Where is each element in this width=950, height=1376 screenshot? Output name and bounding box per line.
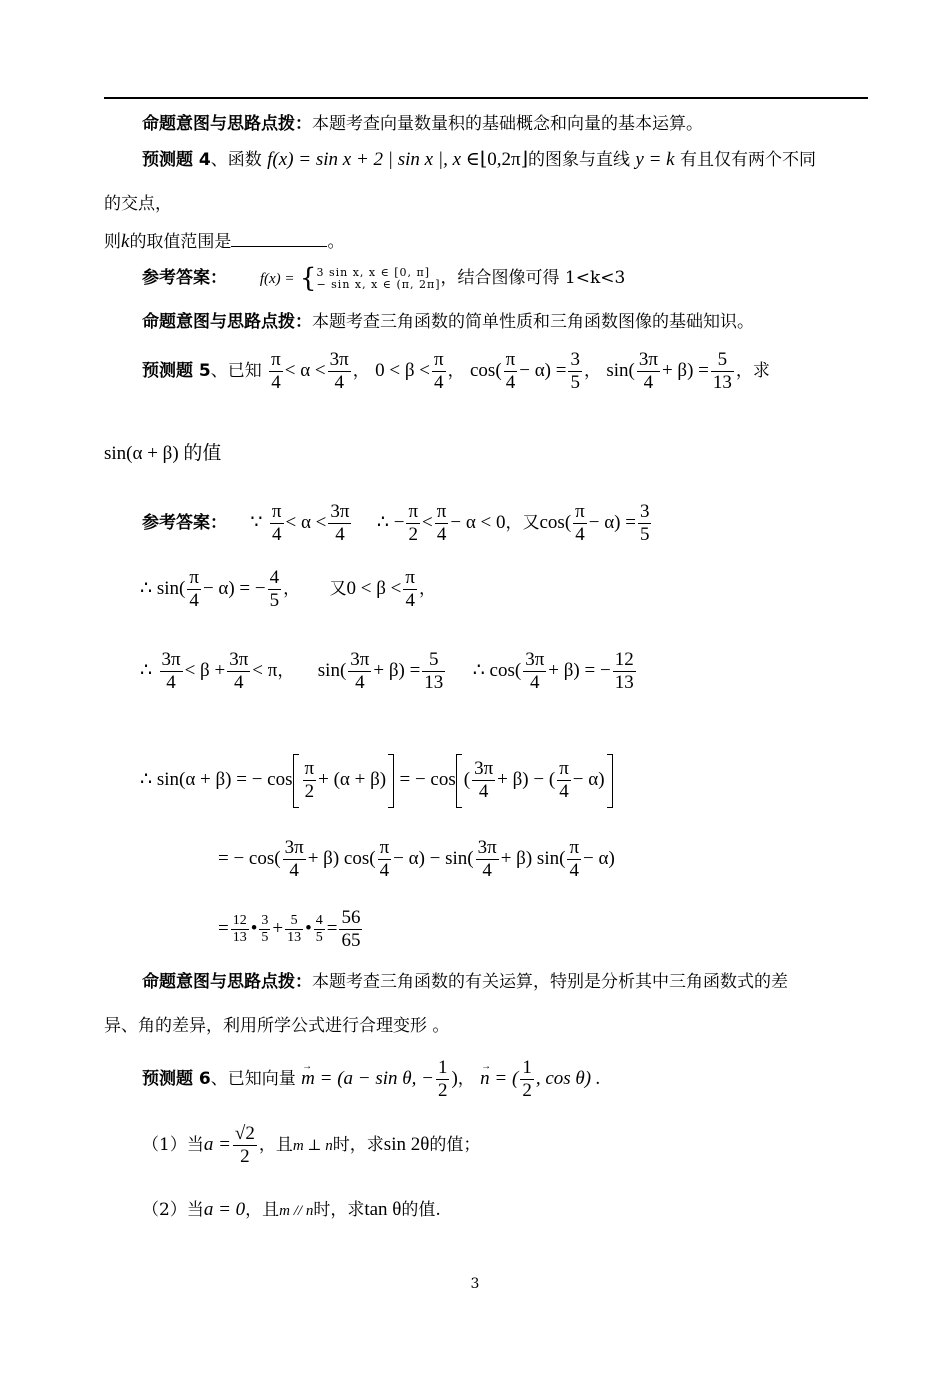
- frac: $\frac{3\pi}{4}$: [330, 501, 350, 545]
- q1-condition: a =: [203, 1134, 231, 1155]
- intent-4: [142, 310, 868, 334]
- problem-6-q1: [142, 1120, 868, 1170]
- answer-5-line4: ∴ sin(α + β) = − cos $\frac{\pi}{2}$ + (α + β) = − cos ( $\frac{3\pi}{4}$ + β) − ( $\frac{\pi}{4}$ − α): [140, 752, 868, 808]
- piecewise-case-2: − sin x, x ∈ (π, 2π]: [316, 277, 441, 291]
- frac: $\frac{5}{13}$: [424, 649, 444, 693]
- q2-expression: tan θ: [364, 1199, 402, 1220]
- answer-5-line6: = $\frac{12}{13}$ • $\frac{3}{5}$ + $\frac{5}{13}$ • $\frac{4}{5}$ = $\frac{56}{65}$: [218, 907, 361, 951]
- frac: $\frac{3}{5}$: [639, 501, 650, 545]
- frac: $\frac{\pi}{2}$: [408, 501, 419, 545]
- line3-prefix: 则: [104, 232, 121, 252]
- vector-m-expr: = (a − sin θ, −: [314, 1068, 434, 1089]
- line3-end: 。: [327, 232, 345, 252]
- problem-6-label: 预测题 6: [142, 1069, 211, 1089]
- frac: $\frac{3\pi}{4}$: [329, 349, 349, 393]
- frac: $\frac{\pi}{4}$: [189, 567, 199, 611]
- frac: $\frac{12}{13}$: [614, 649, 634, 693]
- problem-5-label: 预测题 5: [142, 361, 211, 381]
- frac: $\frac{3\pi}{4}$: [474, 758, 494, 802]
- frac: $\frac{3}{5}$: [570, 349, 580, 393]
- q1-and: ，且: [258, 1135, 293, 1155]
- piecewise-cases: [316, 267, 440, 291]
- frac: $\frac{1}{2}$: [522, 1057, 532, 1101]
- answer-blank: [231, 230, 327, 247]
- answer-5-line2: ∴ sin( $\frac{\pi}{4}$ − α) = − $\frac{4}{5}$ ， 又0 < β < $\frac{\pi}{4}$ ，: [140, 567, 436, 611]
- frac: $\frac{\pi}{4}$: [559, 758, 569, 802]
- q2-and: ，且: [245, 1200, 280, 1220]
- problem-4-line: y = k: [635, 149, 675, 170]
- interval-left-bracket: ⌊: [479, 149, 488, 170]
- answer-5-line1: 参考答案： ∵ $\frac{\pi}{4}$ < α < $\frac{3\pi}{4}$ ∴ − $\frac{\pi}{2}$ < $\frac{\pi}{4}$ − α < 0，又cos( $\frac{\pi}{4}$ − α) = $\frac{3}{5}$: [142, 501, 650, 545]
- problem-4-line2: 的交点，: [104, 194, 172, 214]
- problem-5-value-line: [104, 442, 868, 466]
- problem-6-q2: [142, 1198, 868, 1223]
- intent-3-text: 本题考查向量数量积的基础概念和向量的基本运算。: [312, 114, 703, 134]
- answer-5-line3: ∴ $\frac{3\pi}{4}$ < β + $\frac{3\pi}{4}$ < π， sin( $\frac{3\pi}{4}$ + β) = $\frac{5}{13}$ ∴ cos( $\frac{3\pi}{4}$ + β) = − $\frac{12}{13}$: [140, 649, 634, 693]
- frac: $\frac{\pi}{4}$: [434, 349, 444, 393]
- answer-label: 参考答案：: [142, 268, 227, 288]
- problem-4-sep: 、函数: [210, 150, 262, 170]
- q1-ask: 时，求: [332, 1135, 384, 1155]
- problem-4-text-end: 有且仅有两个不同: [680, 150, 817, 170]
- problem-5-sep: 、已知: [210, 361, 262, 381]
- variable-k: k: [121, 231, 130, 252]
- frac: $\frac{3\pi}{4}$: [350, 649, 370, 693]
- frac: $\frac{3\pi}{4}$: [638, 349, 658, 393]
- answer-5-line5: = − cos( $\frac{3\pi}{4}$ + β) cos( $\frac{\pi}{4}$ − α) − sin( $\frac{3\pi}{4}$ + β) sin( $\frac{\pi}{4}$ − α): [218, 837, 615, 881]
- frac: $\frac{4}{5}$: [315, 913, 323, 945]
- frac: $\frac{\pi}{4}$: [271, 501, 282, 545]
- problem-4-line3: [104, 230, 868, 254]
- intent-label: 命题意图与思路点拨：: [142, 114, 312, 134]
- frac: $\frac{\pi}{4}$: [575, 501, 585, 545]
- frac: $\frac{\pi}{4}$: [405, 567, 415, 611]
- problem-6: 预测题 6、已知向量 → m = (a − sin θ, − $\frac{1}{2}$ )， → n = ( $\frac{1}{2}$ , cos θ) .: [142, 1054, 868, 1104]
- intent-label: 命题意图与思路点拨：: [142, 972, 312, 992]
- frac: $\frac{\pi}{2}$: [304, 758, 315, 802]
- right-bracket: [607, 754, 613, 808]
- q1-expression: sin 2θ: [383, 1134, 430, 1155]
- frac: $\frac{3\pi}{4}$: [284, 837, 304, 881]
- sin-alpha-beta: sin(α + β) 的值: [104, 443, 222, 464]
- frac: $\frac{3\pi}{4}$: [229, 649, 249, 693]
- frac: $\frac{\pi}{4}$: [436, 501, 447, 545]
- answer-4-text: ，结合图像可得 1<k<3: [440, 268, 626, 288]
- piecewise-brace: {: [299, 263, 317, 294]
- frac: $\frac{3\pi}{4}$: [477, 837, 497, 881]
- vector-n-end: , cos θ) .: [535, 1068, 601, 1089]
- frac: $\frac{1}{2}$: [437, 1057, 448, 1101]
- right-bracket: [388, 754, 394, 808]
- q2-parallel: m // n: [279, 1203, 314, 1219]
- left-bracket: [293, 754, 299, 808]
- vector-n: → n: [480, 1054, 490, 1104]
- intent-5: [142, 970, 868, 994]
- frac: $\frac{3\pi}{4}$: [161, 649, 181, 693]
- q1-prefix: （1）当: [142, 1135, 204, 1155]
- frac: $\frac{\pi}{4}$: [379, 837, 390, 881]
- intent-5-line2: 异、角的差异，利用所学公式进行合理变形 。: [104, 1016, 450, 1036]
- frac: $\frac{\pi}{4}$: [271, 349, 281, 393]
- intent-3: [142, 112, 868, 136]
- intent-label: 命题意图与思路点拨：: [142, 312, 312, 332]
- answer-label: 参考答案：: [142, 513, 227, 533]
- frac: $\frac{56}{65}$: [341, 907, 361, 951]
- left-bracket: [456, 754, 462, 808]
- piecewise-case-1: 3 sin x, x ∈ [0, π]: [316, 265, 431, 279]
- q1-end: 的值；: [429, 1135, 481, 1155]
- problem-4-interval: 0,2π: [487, 149, 521, 170]
- frac: $\frac{5}{13}$: [287, 913, 302, 945]
- problem-4: [142, 148, 868, 172]
- problem-5-ask: ，求: [735, 361, 770, 381]
- frac: $\frac{12}{13}$: [232, 913, 247, 945]
- problem-6-sep: 、已知向量: [210, 1069, 296, 1089]
- q2-condition: a = 0: [203, 1199, 246, 1220]
- frac: $\frac{\pi}{4}$: [505, 349, 516, 393]
- intent-5-text: 本题考查三角函数的有关运算，特别是分析其中三角函数式的差: [312, 972, 788, 992]
- interval-right-bracket: ⌋: [520, 149, 529, 170]
- q2-end: 的值.: [401, 1200, 441, 1220]
- problem-4-function: f(x) = sin x + 2 | sin x |, x ∈: [267, 149, 480, 170]
- problem-5: 预测题 5、已知 $\frac{\pi}{4}$ < α < $\frac{3\pi}{4}$ ， 0 < β < $\frac{\pi}{4}$ ， cos( $\frac{\pi}{4}$ − α) = $\frac{3}{5}$ ， sin( $\frac{3\pi}{4}$ + β) = $\frac{5}{13}$ ，求: [142, 349, 770, 393]
- answer-4: [142, 263, 868, 294]
- frac: $\frac{4}{5}$: [269, 567, 280, 611]
- page-number: 3: [470, 1276, 480, 1292]
- problem-4-label: 预测题 4: [142, 150, 211, 170]
- q2-ask: 时，求: [313, 1200, 365, 1220]
- frac: $\frac{3}{5}$: [261, 913, 269, 945]
- q2-prefix: （2）当: [142, 1200, 204, 1220]
- problem-4-text: 的图象与直线: [528, 150, 631, 170]
- intent-4-text: 本题考查三角函数的简单性质和三角函数图像的基础知识。: [312, 312, 754, 332]
- top-rule: [104, 97, 868, 99]
- vector-n-expr: = (: [489, 1068, 519, 1089]
- vector-m: → m: [301, 1054, 315, 1104]
- frac: $\frac{\pi}{4}$: [569, 837, 580, 881]
- answer-4-function: f(x) =: [259, 271, 295, 287]
- q1-perpendicular: m ⊥ n: [292, 1138, 333, 1154]
- frac: $\frac{5}{13}$: [712, 349, 732, 393]
- frac: $\frac{√2}{2}$: [234, 1123, 255, 1167]
- frac: $\frac{3\pi}{4}$: [525, 649, 545, 693]
- line3-text: 的取值范围是: [129, 232, 232, 252]
